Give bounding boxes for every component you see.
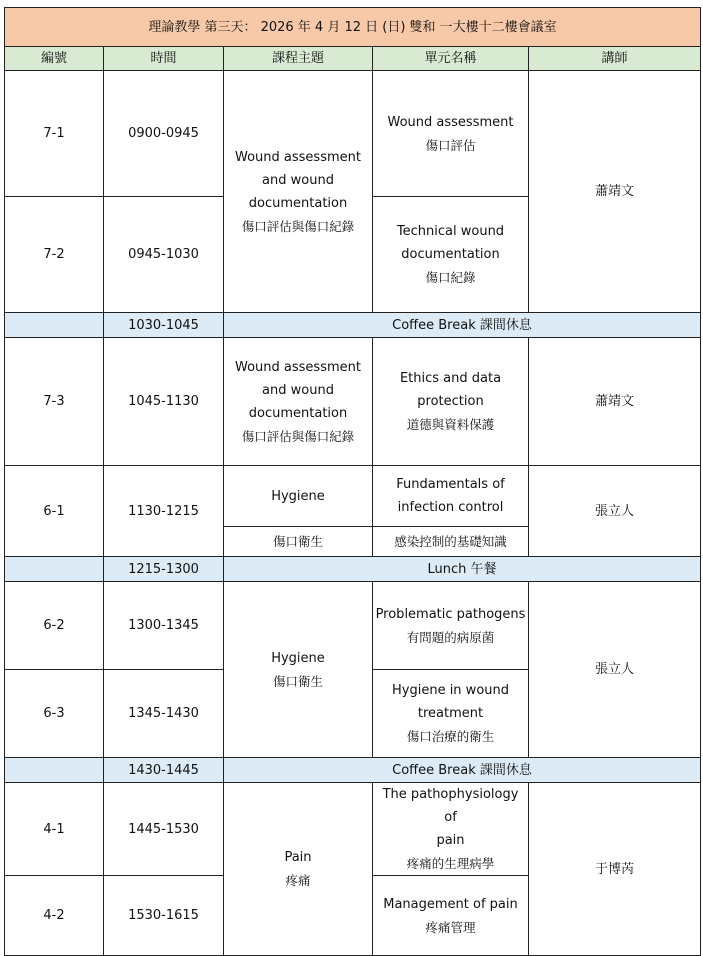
- break-label: Coffee Break 課間休息: [224, 313, 701, 338]
- break-label: Lunch 午餐: [224, 557, 701, 582]
- topic-cell: [224, 582, 373, 758]
- unit-cell: [373, 466, 529, 527]
- session-time: 1300-1345: [104, 582, 224, 670]
- instructor-cell: 蕭靖文: [529, 71, 701, 313]
- unit-zh: 傷口評估: [425, 137, 476, 153]
- topic-zh: 傷口衛生: [272, 673, 323, 689]
- unit-cell: [373, 582, 529, 670]
- unit-line: The pathophysiology of: [382, 787, 519, 825]
- break-time: 1430-1445: [104, 758, 224, 783]
- unit-line: Technical wound: [396, 224, 505, 239]
- session-time: 1345-1430: [104, 670, 224, 758]
- unit-cell: [373, 783, 529, 876]
- unit-line: Ethics and data: [399, 371, 502, 386]
- topic-line: Wound assessment: [235, 149, 361, 165]
- break-time: 1215-1300: [104, 557, 224, 582]
- unit-zh: 傷口治療的衛生: [406, 729, 495, 744]
- break-row: [5, 313, 701, 338]
- session-time: 0945-1030: [104, 197, 224, 313]
- schedule-title: 理論教學 第三天： 2026 年 4 月 12 日 (日) 雙和 一大樓十二樓會議室: [5, 8, 701, 47]
- break-code: [5, 557, 104, 582]
- unit-cell: [373, 197, 529, 313]
- session-code: 7-3: [5, 338, 104, 466]
- header-instructor: 講師: [529, 47, 701, 71]
- topic-line: and wound: [262, 382, 334, 398]
- unit-line: Fundamentals of: [396, 477, 505, 492]
- instructor-cell: 張立人: [529, 582, 701, 758]
- topic-zh: 傷口衛生: [224, 527, 373, 557]
- unit-line: Hygiene in wound: [392, 683, 509, 698]
- unit-cell: [373, 71, 529, 197]
- break-code: [5, 313, 104, 338]
- session-code: 6-1: [5, 466, 104, 557]
- header-code: 編號: [5, 47, 104, 71]
- topic-line: Pain: [284, 850, 312, 865]
- unit-line: pain: [436, 833, 465, 848]
- topic-line: Hygiene: [271, 650, 325, 666]
- session-time: 1445-1530: [104, 783, 224, 876]
- unit-zh: 有問題的病原菌: [406, 629, 495, 645]
- break-code: [5, 758, 104, 783]
- unit-zh: 疼痛的生理病學: [406, 856, 495, 871]
- topic-zh: 傷口評估與傷口紀錄: [241, 428, 355, 444]
- unit-zh: 道德與資料保護: [406, 417, 495, 432]
- session-time: 1530-1615: [104, 876, 224, 956]
- unit-line: protection: [417, 394, 484, 409]
- topic-cell: [224, 71, 373, 313]
- session-time: 0900-0945: [104, 71, 224, 197]
- unit-zh: 感染控制的基礎知識: [373, 527, 529, 557]
- break-row: [5, 758, 701, 783]
- topic-cell: Hygiene: [224, 466, 373, 527]
- header-unit: 單元名稱: [373, 47, 529, 71]
- header-time: 時間: [104, 47, 224, 71]
- unit-zh: 疼痛管理: [425, 919, 476, 935]
- topic-line: Wound assessment: [235, 359, 361, 375]
- topic-line: documentation: [248, 405, 348, 421]
- table-row: [5, 783, 701, 876]
- session-time: 1130-1215: [104, 466, 224, 557]
- topic-zh: 疼痛: [285, 873, 311, 888]
- unit-line: treatment: [417, 706, 484, 721]
- session-code: 6-3: [5, 670, 104, 758]
- topic-line: and wound: [262, 172, 334, 188]
- schedule-table: [4, 7, 701, 956]
- session-code: 7-2: [5, 197, 104, 313]
- unit-cell: [373, 670, 529, 758]
- instructor-cell: 蕭靖文: [529, 338, 701, 466]
- unit-line: documentation: [401, 247, 500, 262]
- unit-line: infection control: [397, 500, 504, 515]
- instructor-cell: 張立人: [529, 466, 701, 557]
- table-row: [5, 71, 701, 197]
- break-label: Coffee Break 課間休息: [224, 758, 701, 783]
- unit-line: Problematic pathogens: [375, 606, 526, 622]
- topic-cell: [224, 338, 373, 466]
- header-row: [5, 47, 701, 71]
- instructor-cell: 于博芮: [529, 783, 701, 956]
- session-code: 4-2: [5, 876, 104, 956]
- schedule-wrapper: [4, 7, 701, 956]
- topic-cell: [224, 783, 373, 956]
- session-code: 7-1: [5, 71, 104, 197]
- title-row: [5, 8, 701, 47]
- unit-cell: [373, 876, 529, 956]
- header-topic: 課程主題: [224, 47, 373, 71]
- table-row: [5, 338, 701, 466]
- topic-line: documentation: [248, 195, 348, 211]
- unit-zh: 傷口紀錄: [425, 270, 476, 285]
- break-time: 1030-1045: [104, 313, 224, 338]
- unit-cell: [373, 338, 529, 466]
- table-row: [5, 582, 701, 670]
- unit-line: Wound assessment: [387, 114, 514, 130]
- topic-zh: 傷口評估與傷口紀錄: [241, 218, 355, 234]
- table-row: [5, 466, 701, 527]
- break-row: [5, 557, 701, 582]
- session-code: 4-1: [5, 783, 104, 876]
- session-code: 6-2: [5, 582, 104, 670]
- session-time: 1045-1130: [104, 338, 224, 466]
- unit-line: Management of pain: [383, 896, 518, 912]
